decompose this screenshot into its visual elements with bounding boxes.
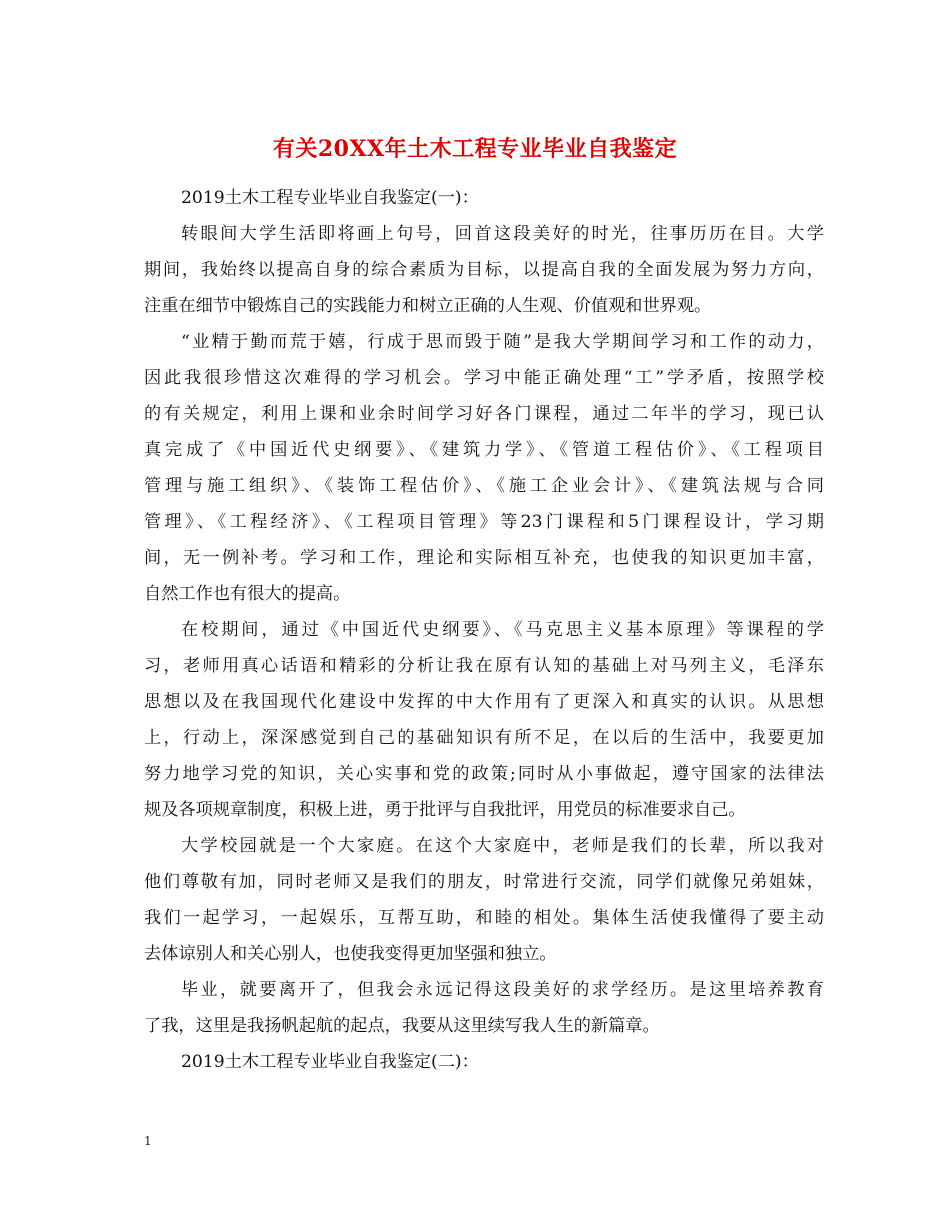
paragraph-line: 期间，我始终以提高自身的综合素质为目标，以提高自我的全面发展为努力方向， [144, 260, 824, 280]
paragraph-line: 大学校园就是一个大家庭。在这个大家庭中，老师是我们的长辈，所以我对 [181, 836, 824, 856]
paragraph-line: 在校期间，通过《中国近代史纲要》、《马克思主义基本原理》等课程的学 [181, 620, 824, 640]
paragraph-line: “业精于勤而荒于嬉，行成于思而毁于随”是我大学期间学习和工作的动力， [181, 332, 824, 352]
paragraph-line: 规及各项规章制度，积极上进，勇于批评与自我批评，用党员的标准要求自己。 [144, 800, 746, 820]
paragraph-line: 努力地学习党的知识，关心实事和党的政策;同时从小事做起，遵守国家的法律法 [144, 764, 824, 784]
paragraph-line: 思想以及在我国现代化建设中发挥的中大作用有了更深入和真实的认识。从思想 [144, 692, 824, 712]
paragraph-line: 转眼间大学生活即将画上句号，回首这段美好的时光，往事历历在目。大学 [181, 224, 824, 244]
paragraph-line: 管理》、《工程经济》、《工程项目管理》等23门课程和5门课程设计，学习期 [144, 512, 824, 532]
paragraph-line: 了我，这里是我扬帆起航的起点，我要从这里续写我人生的新篇章。 [144, 1016, 660, 1036]
paragraph-line: 我们一起学习，一起娱乐，互帮互助，和睦的相处。集体生活使我懂得了要主动 [144, 908, 824, 928]
page-number: 1 [144, 1134, 152, 1148]
paragraph-line: 管理与施工组织》、《装饰工程估价》、《施工企业会计》、《建筑法规与合同 [144, 476, 824, 496]
paragraph-line: 真完成了《中国近代史纲要》、《建筑力学》、《管道工程估价》、《工程项目 [144, 440, 824, 460]
section-heading-2: 2019土木工程专业毕业自我鉴定(二)： [181, 1052, 479, 1072]
section-heading-1: 2019土木工程专业毕业自我鉴定(一)： [181, 188, 479, 208]
paragraph-line: 自然工作也有很大的提高。 [144, 584, 351, 604]
document-title: 有关20XX年土木工程专业毕业自我鉴定 [272, 136, 678, 162]
paragraph-line: 上，行动上，深深感觉到自己的基础知识有所不足，在以后的生活中，我要更加 [144, 728, 824, 748]
paragraph-line: 的有关规定，利用上课和业余时间学习好各门课程，通过二年半的学习，现已认 [144, 404, 824, 424]
paragraph-line: 间，无一例补考。学习和工作，理论和实际相互补充，也使我的知识更加丰富， [144, 548, 824, 568]
paragraph-line: 去体谅别人和关心别人，也使我变得更加坚强和独立。 [144, 944, 557, 964]
paragraph-line: 习，老师用真心话语和精彩的分析让我在原有认知的基础上对马列主义，毛泽东 [144, 656, 824, 676]
paragraph-line: 他们尊敬有加，同时老师又是我们的朋友，时常进行交流，同学们就像兄弟姐妹， [144, 872, 824, 892]
paragraph-line: 注重在细节中锻炼自己的实践能力和树立正确的人生观、价值观和世界观。 [144, 296, 712, 316]
paragraph-line: 因此我很珍惜这次难得的学习机会。学习中能正确处理“工”学矛盾，按照学校 [144, 368, 824, 388]
paragraph-line: 毕业，就要离开了，但我会永远记得这段美好的求学经历。是这里培养教育 [181, 980, 824, 1000]
